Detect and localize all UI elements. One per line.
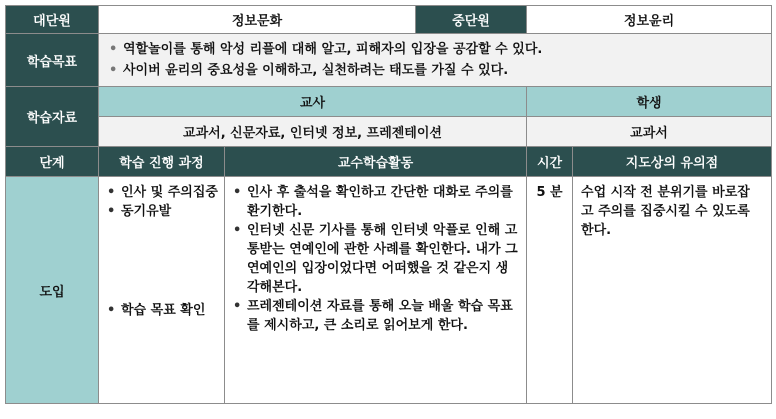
unit-value: 정보문화 [99, 6, 416, 34]
column-activity: 교수학습활동 [225, 147, 527, 177]
goal-item: • 역할놀이를 통해 악성 리플에 대해 알고, 피해자의 입장을 공감할 수 있다. [105, 39, 765, 60]
materials-teacher-label: 교사 [99, 87, 527, 117]
activity-item: • 프레젠테이션 자료를 통해 오늘 배울 학습 목표를 제시하고, 큰 소리로 읽어보게 한다. [227, 297, 520, 335]
materials-header-row [6, 87, 772, 117]
intro-notes: 수업 시작 전 분위기를 바로잡고 주의를 집중시킬 수 있도록 한다. [573, 177, 772, 404]
intro-time: 5 분 [527, 177, 573, 404]
subunit-value: 정보윤리 [527, 6, 772, 34]
intro-activity-list [227, 183, 520, 335]
materials-value-row [6, 117, 772, 147]
intro-process-list-bottom [101, 301, 220, 320]
column-process: 학습 진행 과정 [99, 147, 225, 177]
unit-label: 대단원 [6, 6, 99, 34]
process-item: • 학습 목표 확인 [101, 301, 220, 320]
lesson-plan-table [5, 5, 772, 404]
unit-header-row [6, 6, 772, 34]
lesson-plan-table-wrapper [5, 5, 771, 415]
materials-teacher-value: 교과서, 신문자료, 인터넷 정보, 프레젠테이션 [99, 117, 527, 147]
process-item: • 인사 및 주의집중 [101, 183, 220, 202]
goals-list [105, 39, 765, 81]
process-item: • 동기유발 [101, 202, 220, 221]
intro-stage: 도입 [6, 177, 99, 404]
activity-item: • 인터넷 신문 기사를 통해 인터넷 악플로 인해 고통받는 연예인에 관한 사례를 확인한다. 내가 그 연예인의 입장이었다면 어떠했을 것 같은지 생각해본다. [227, 221, 520, 297]
column-header-row [6, 147, 772, 177]
intro-activity-cell [225, 177, 527, 404]
materials-student-label: 학생 [527, 87, 772, 117]
column-stage: 단계 [6, 147, 99, 177]
intro-process-list-top [101, 183, 220, 221]
subunit-label: 중단원 [416, 6, 527, 34]
goals-cell [99, 34, 772, 87]
column-time: 시간 [527, 147, 573, 177]
materials-student-value: 교과서 [527, 117, 772, 147]
goal-item: • 사이버 윤리의 중요성을 이해하고, 실천하려는 태도를 가질 수 있다. [105, 60, 765, 81]
activity-item: • 인사 후 출석을 확인하고 간단한 대화로 주의를 환기한다. [227, 183, 520, 221]
goals-row [6, 34, 772, 87]
intro-row [6, 177, 772, 404]
column-notes: 지도상의 유의점 [573, 147, 772, 177]
materials-label: 학습자료 [6, 87, 99, 147]
intro-process-cell [99, 177, 225, 404]
goals-label: 학습목표 [6, 34, 99, 87]
